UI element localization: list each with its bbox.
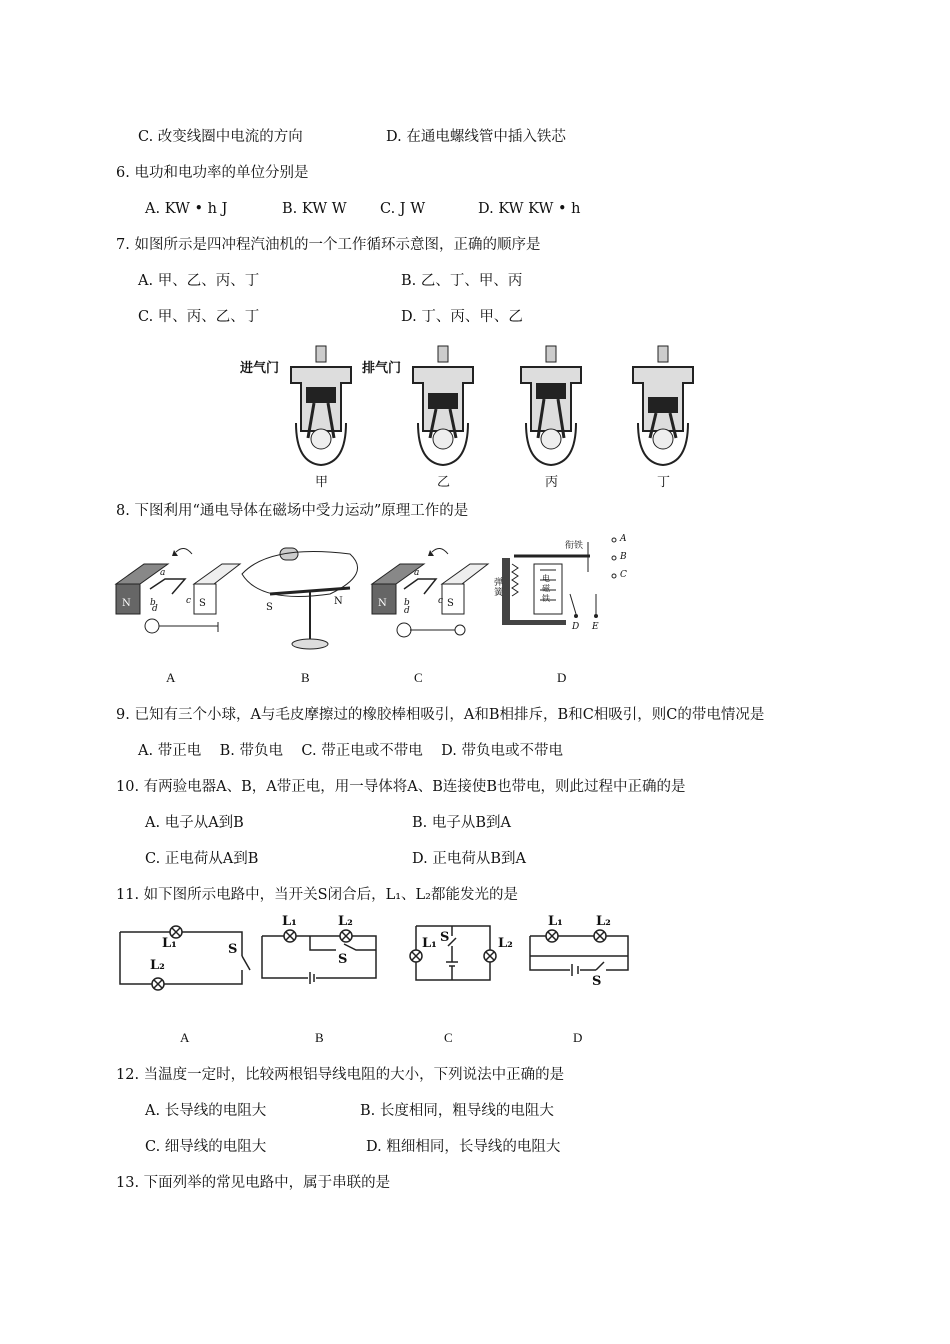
circuit-d-l1-label: L₁ [548,914,563,929]
circuit-b-l1-label: L₁ [282,914,297,929]
label-a-a: a [160,568,166,578]
label-n-c: N [378,598,387,609]
circuit-c-switch-label: S [440,930,450,945]
engine-label-ding: 丁 [657,475,671,490]
terminal-d-label: D [572,622,580,632]
circuit-figure [110,912,640,1052]
terminal-a-label: A [620,534,627,544]
label-d-c: d [404,606,410,616]
circuit-diagram-c [410,926,496,980]
q12-option-c: C. 细导线的电阻大 [145,1139,267,1155]
label-c-a: c [186,596,192,606]
label-n-b: N [334,596,343,607]
q12-stem: 12. 当温度一定时，比较两根铝导线电阻的大小，下列说法中正确的是 [116,1067,565,1083]
circuit-b-l2-label: L₂ [338,914,353,929]
q7-option-d: D. 丁、丙、甲、乙 [401,309,523,325]
circuit-c-l2-label: L₂ [498,936,513,951]
q10-stem: 10. 有两验电器A、B，A带正电，用一导体将A、B连接使B也带电，则此过程中正确的是 [116,779,686,795]
engine-label-bing: 丙 [545,475,559,490]
q9-stem: 9. 已知有三个小球，A与毛皮摩擦过的橡胶棒相吸引，A和B相排斥，B和C相吸引，则C的带电情况是 [116,707,765,723]
magnet-coil-diagram-c [372,548,488,637]
relay-diagram-d [502,538,616,625]
circuit-a-l2-label: L₂ [150,958,165,973]
label-s-b: S [266,602,273,613]
q10-option-c: C. 正电荷从A到B [145,851,259,867]
q7-option-b: B. 乙、丁、甲、丙 [401,273,523,289]
circuit-diagram-a [120,926,250,990]
q8-stem: 8. 下图利用“通电导体在磁场中受力运动”原理工作的是 [116,503,469,519]
terminal-b-label: B [620,552,627,562]
q12-option-a: A. 长导线的电阻大 [145,1103,267,1119]
q11-figure-label-b: B [315,1030,324,1045]
q12-option-b: B. 长度相同，粗导线的电阻大 [360,1103,554,1119]
q8-figure-label-d: D [557,670,567,685]
engine-diagram-jia [291,346,351,465]
engine-diagram-ding [633,346,693,465]
circuit-b-switch-label: S [338,952,348,967]
q11-stem: 11. 如下图所示电路中，当开关S闭合后，L₁、L₂都能发光的是 [116,887,518,903]
circuit-diagram-d [530,930,628,976]
intake-valve-label: 进气门 [240,361,280,376]
q8-figure-label-b: B [301,670,310,685]
label-n-a: N [122,598,131,609]
label-d-a: d [152,604,158,614]
q10-option-d: D. 正电荷从B到A [412,851,526,867]
label-c-c: c [438,596,444,606]
q7-option-a: A. 甲、乙、丙、丁 [138,273,260,289]
q6-option-d: D. KW KW • h [478,201,581,217]
electromagnet-label: 电磁铁 [542,574,550,603]
label-s-c: S [447,598,454,609]
q11-figure-label-c: C [444,1030,453,1045]
q7-stem: 7. 如图所示是四冲程汽油机的一个工作循环示意图，正确的顺序是 [116,237,541,253]
q10-option-b: B. 电子从B到A [412,815,512,831]
circuit-c-l1-label: L₁ [422,936,437,951]
q5-option-d: D. 在通电螺线管中插入铁芯 [386,129,566,145]
engine-label-jia: 甲 [315,475,329,490]
q6-option-b: B. KW W [282,201,347,217]
q10-option-a: A. 电子从A到B [145,815,244,831]
circuit-a-switch-label: S [228,942,238,957]
q9-options: A. 带正电 B. 带负电 C. 带正电或不带电 D. 带负电或不带电 [138,743,563,759]
spring-label: 弹簧 [494,578,504,598]
exhaust-valve-label: 排气门 [362,361,402,376]
circuit-d-switch-label: S [592,974,602,989]
q8-figure-label-a: A [166,670,176,685]
q13-stem: 13. 下面列举的常见电路中，属于串联的是 [116,1175,391,1191]
circuit-d-l2-label: L₂ [596,914,611,929]
magnet-coil-diagram-a [116,548,240,633]
q7-option-c: C. 甲、丙、乙、丁 [138,309,260,325]
engine-label-yi: 乙 [437,475,451,490]
label-b-a: b [150,598,156,608]
label-b-c: b [404,598,410,608]
engine-diagram-bing [521,346,581,465]
q6-option-c: C. J W [380,201,426,217]
q11-figure-label-d: D [573,1030,583,1045]
engine-diagram-yi [413,346,473,465]
q12-option-d: D. 粗细相同，长导线的电阻大 [366,1139,561,1155]
q5-option-c: C. 改变线圈中电流的方向 [138,129,303,145]
terminal-c-label: C [620,570,627,580]
armature-label: 衔铁 [565,541,584,551]
circuit-diagram-b [262,930,376,984]
engine-cycle-figure [236,343,716,493]
label-a-c: a [414,568,420,578]
terminal-e-label: E [592,622,599,632]
q11-figure-label-a: A [180,1030,190,1045]
q6-option-a: A. KW • h J [145,201,228,217]
q6-stem: 6. 电功和电功率的单位分别是 [116,165,309,181]
q8-figure-label-c: C [414,670,423,685]
motor-principle-figure [110,534,640,694]
circuit-a-l1-label: L₁ [162,936,177,951]
label-s-a: S [199,598,206,609]
